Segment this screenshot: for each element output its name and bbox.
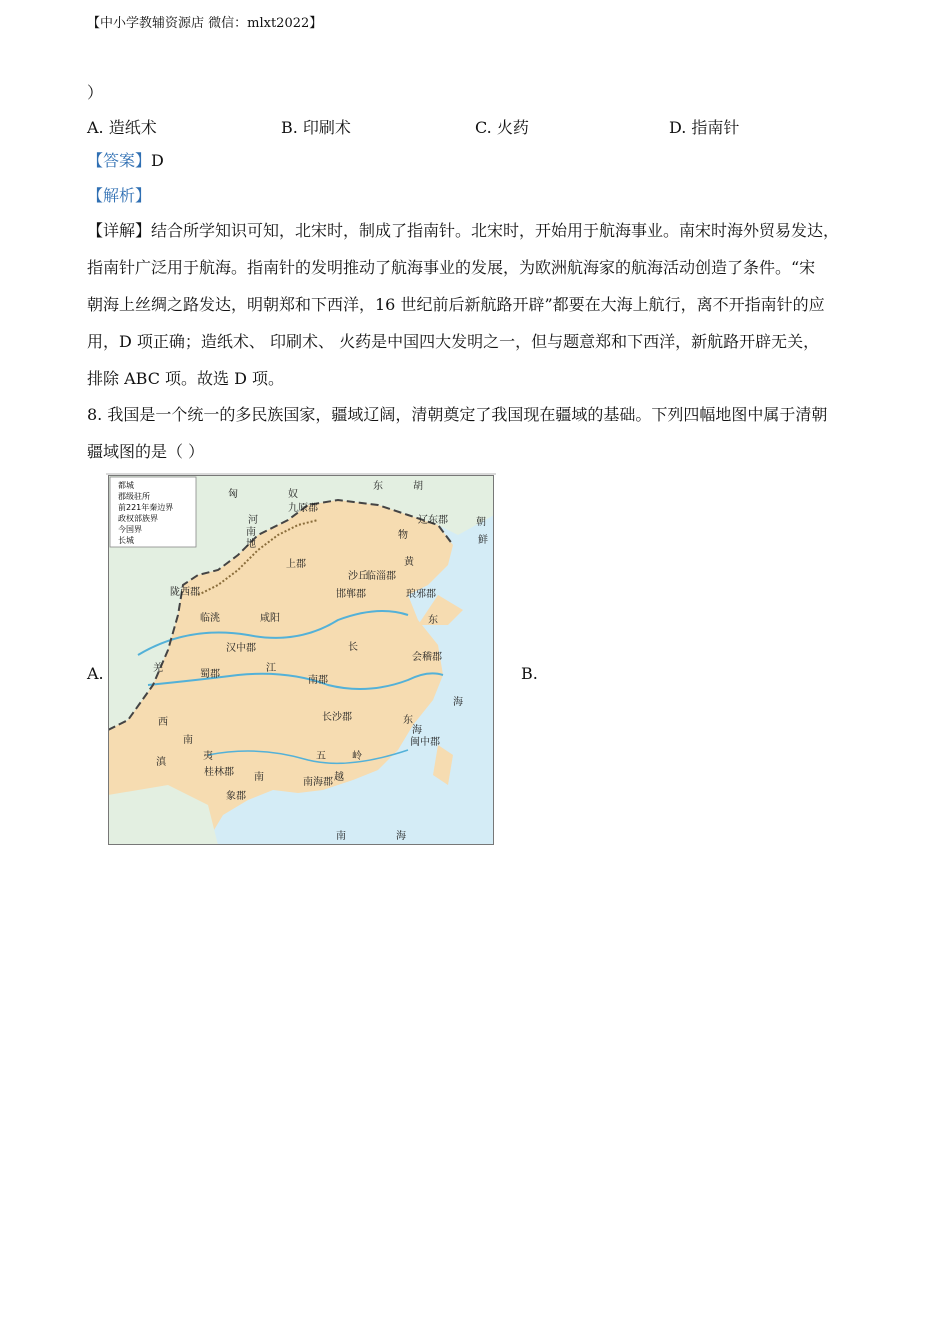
map-place-label: 辽东郡 [418,515,448,526]
map-place-label: 琅邪郡 [406,589,436,600]
map-place-label: 临淄郡 [366,571,396,582]
map-place-label: 长 [348,642,358,653]
map-place-label: 朝 [476,517,486,528]
map-place-label: 羌 [153,663,163,674]
qin-dynasty-map [108,475,494,845]
legend-item-2: 郡级驻所 [118,492,150,501]
map-place-label: 滇 [156,757,166,768]
map-place-label: 海 [412,725,422,736]
detail-line-3: 朝海上丝绸之路发达，明朝郑和下西洋，16 世纪前后新航路开辟”都要在大海上航行，离不开指南针的应 [87,295,825,314]
legend-item-6: 长城 [118,536,134,545]
legend-item-5: 今国界 [118,525,142,534]
source-header: 【中小学教辅资源店 微信：mlxt2022】 [87,16,323,31]
map-place-label: 邯郸郡 [336,589,366,600]
option-d: D. 指南针 [669,118,740,137]
map-place-label: 东 [428,615,438,626]
map-place-label: 江 [266,663,276,674]
map-place-label: 海 [396,831,406,842]
map-place-label: 五 [316,751,326,762]
map-place-label: 匈 [228,489,238,500]
question-8-line-2: 疆域图的是（ ） [87,442,205,461]
map-place-label: 咸阳 [260,613,280,624]
option-b: B. 印刷术 [281,118,351,137]
question-8-line-1: 8. 我国是一个统一的多民族国家，疆域辽阔，清朝奠定了我国现在疆域的基础。下列四幅地图中属于清朝 [87,405,828,424]
legend-item-3: 前221年秦边界 [118,503,174,512]
map-place-label: 桂林郡 [204,767,234,778]
map-place-label: 闽中郡 [410,737,440,748]
detail-line-2: 指南针广泛用于航海。指南针的发明推动了航海事业的发展，为欧洲航海家的航海活动创造了条件。“宋 [87,258,816,277]
question-8 [87,396,877,470]
map-place-label: 东 [403,715,413,726]
map-place-label: 地 [246,539,256,550]
map-place-label: 南郡 [308,675,328,686]
map-place-label: 东 [373,481,383,492]
legend-item-4: 政权部族界 [118,514,158,523]
map-place-label: 九原郡 [288,503,318,514]
map-place-label: 汉中郡 [226,643,256,654]
answer-tag: 【答案】 [87,151,152,170]
map-option-b-label: B. [521,664,538,683]
map-option-a-label: A. [87,664,104,683]
legend-item-1: 都城 [118,481,134,490]
map-place-label: 南 [254,772,264,783]
map-place-label: 上郡 [286,559,306,570]
map-place-label: 蜀郡 [200,669,220,680]
answer-line [87,150,164,172]
map-place-label: 西 [158,717,168,728]
map-place-label: 奴 [288,489,298,500]
map-place-label: 临洮 [200,613,220,624]
map-place-label: 陇西郡 [170,587,200,598]
map-place-label: 鲜 [478,535,488,546]
map-place-label: 南海郡 [303,777,333,788]
detail-line-4: 用，D 项正确；造纸术、 印刷术、 火药是中国四大发明之一，但与题意郑和下西洋，新航路开辟无关， [87,332,820,351]
detail-paragraph [87,212,877,397]
map-place-label: 夷 [203,751,213,762]
analysis-tag: 【解析】 [87,186,152,205]
map-place-label: 南 [246,527,256,538]
option-c: C. 火药 [475,118,529,137]
map-place-label: 南 [336,831,346,842]
answer-value: D [151,151,164,170]
map-place-label: 象郡 [226,791,246,802]
map-place-label: 长沙郡 [322,712,352,723]
option-a: A. 造纸术 [87,118,157,137]
map-place-label: 物 [398,530,408,541]
map-place-label: 会稽郡 [412,652,442,663]
map-place-label: 沙丘 [348,571,368,582]
map-place-label: 河 [248,515,258,526]
map-place-label: 黄 [404,557,414,568]
question-tail: ） [87,83,104,102]
detail-line-1: 【详解】结合所学知识可知，北宋时，制成了指南针。北宋时，开始用于航海事业。南宋时海外贸易发达， [87,221,840,240]
detail-tag: 【详解】 [87,221,152,240]
map-place-label: 越 [334,772,344,783]
map-place-label: 海 [453,697,463,708]
map-place-label: 岭 [352,751,362,762]
detail-line-5: 排除 ABC 项。故选 D 项。 [87,369,285,388]
map-place-label: 胡 [413,481,423,492]
map-place-label: 南 [183,735,193,746]
